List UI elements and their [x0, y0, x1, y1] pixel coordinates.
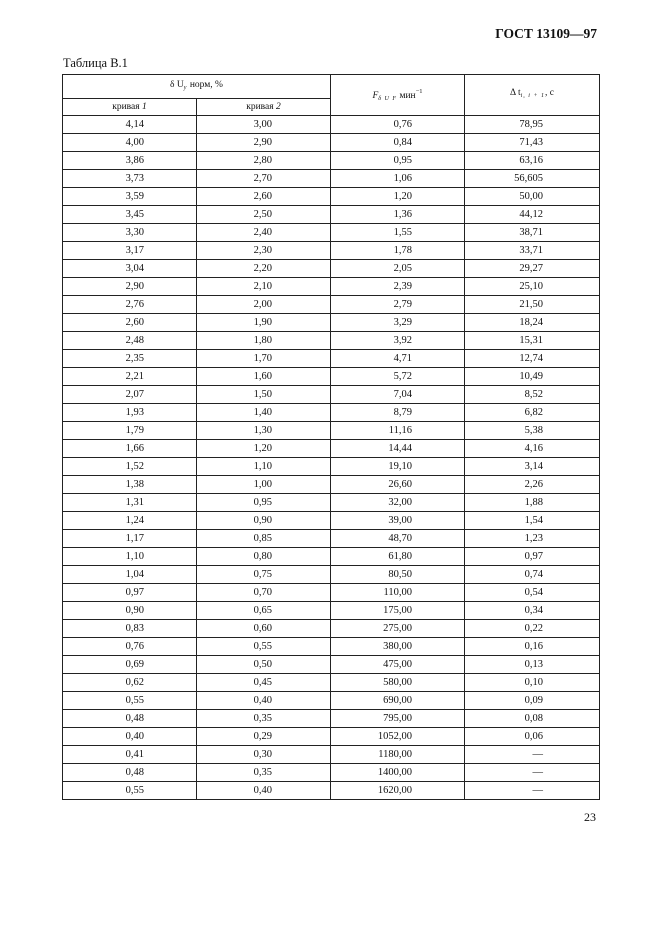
frequency-value: 11,16 [331, 422, 465, 440]
table-row [63, 728, 600, 746]
curve-2-value: 0,35 [197, 710, 331, 728]
frequency-value: 2,79 [331, 296, 465, 314]
interval-value: 0,13 [465, 656, 600, 674]
frequency-value: 19,10 [331, 458, 465, 476]
curve-2-value: 0,70 [197, 584, 331, 602]
curve-1-value: 2,48 [63, 332, 197, 350]
frequency-value: 3,92 [331, 332, 465, 350]
interval-value: 38,71 [465, 224, 600, 242]
table-row [63, 134, 600, 152]
frequency-value: 26,60 [331, 476, 465, 494]
frequency-value: 475,00 [331, 656, 465, 674]
interval-value: 0,06 [465, 728, 600, 746]
interval-value: 1,54 [465, 512, 600, 530]
interval-value: 0,22 [465, 620, 600, 638]
curve-1-value: 1,52 [63, 458, 197, 476]
page-number: 23 [584, 810, 596, 824]
curve-2-value: 1,60 [197, 368, 331, 386]
table-row [63, 224, 600, 242]
curve-1-value: 3,04 [63, 260, 197, 278]
curve-2-value: 0,35 [197, 764, 331, 782]
curve-2-value: 0,29 [197, 728, 331, 746]
interval-value: 0,74 [465, 566, 600, 584]
frequency-value: 1180,00 [331, 746, 465, 764]
frequency-value: 1,36 [331, 206, 465, 224]
interval-value: 0,10 [465, 674, 600, 692]
interval-value: 3,14 [465, 458, 600, 476]
table-row [63, 260, 600, 278]
interval-value: 1,23 [465, 530, 600, 548]
curve-2-value: 0,60 [197, 620, 331, 638]
curve-2-value: 1,30 [197, 422, 331, 440]
frequency-value: 80,50 [331, 566, 465, 584]
interval-value: 4,16 [465, 440, 600, 458]
table-row [63, 548, 600, 566]
curve-1-value: 0,62 [63, 674, 197, 692]
curve-2-value: 1,80 [197, 332, 331, 350]
document-code: ГОСТ 13109—97 [495, 26, 597, 41]
curve-2-value: 0,90 [197, 512, 331, 530]
curve-2-value: 1,20 [197, 440, 331, 458]
interval-value: 0,97 [465, 548, 600, 566]
interval-value: 33,71 [465, 242, 600, 260]
curve-1-value: 2,21 [63, 368, 197, 386]
table-row [63, 458, 600, 476]
curve-1-value: 0,76 [63, 638, 197, 656]
data-table-container [62, 74, 600, 800]
curve-1-value: 0,55 [63, 692, 197, 710]
curve-2-value: 1,70 [197, 350, 331, 368]
curve-1-value: 0,69 [63, 656, 197, 674]
curve-1-value: 4,00 [63, 134, 197, 152]
curve-1-value: 1,38 [63, 476, 197, 494]
curve-2-value: 1,40 [197, 404, 331, 422]
curve-1-value: 1,66 [63, 440, 197, 458]
table-row [63, 440, 600, 458]
table-row [63, 242, 600, 260]
table-row [63, 656, 600, 674]
curve-1-value: 0,40 [63, 728, 197, 746]
frequency-value: 32,00 [331, 494, 465, 512]
curve-2-value: 2,00 [197, 296, 331, 314]
curve-1-value: 0,90 [63, 602, 197, 620]
table-caption: Таблица В.1 [63, 56, 128, 70]
header-interval: Δ $t_{i, i + 1}$, с [465, 75, 600, 116]
curve-1-value: 3,73 [63, 170, 197, 188]
table-row [63, 386, 600, 404]
frequency-value: 39,00 [331, 512, 465, 530]
interval-value: 0,08 [465, 710, 600, 728]
table-row [63, 332, 600, 350]
header-frequency: $F_{\delta U F}$ мин$^{-1}$ [331, 75, 465, 116]
table-row [63, 188, 600, 206]
frequency-value: 1400,00 [331, 764, 465, 782]
curve-1-value: 3,59 [63, 188, 197, 206]
table-row [63, 314, 600, 332]
curve-1-value: 0,97 [63, 584, 197, 602]
table-row [63, 782, 600, 800]
frequency-value: 1,20 [331, 188, 465, 206]
table-header [63, 75, 600, 116]
table-row [63, 512, 600, 530]
table-row [63, 350, 600, 368]
frequency-value: 175,00 [331, 602, 465, 620]
curve-1-value: 2,76 [63, 296, 197, 314]
frequency-value: 275,00 [331, 620, 465, 638]
interval-value: 50,00 [465, 188, 600, 206]
interval-value: 8,52 [465, 386, 600, 404]
table-row [63, 764, 600, 782]
interval-value: 44,12 [465, 206, 600, 224]
curve-1-value: 0,48 [63, 710, 197, 728]
curve-1-value: 3,17 [63, 242, 197, 260]
table-row [63, 692, 600, 710]
curve-1-value: 0,41 [63, 746, 197, 764]
curve-1-value: 1,24 [63, 512, 197, 530]
curve-1-value: 1,04 [63, 566, 197, 584]
curve-2-value: 0,50 [197, 656, 331, 674]
interval-value: 71,43 [465, 134, 600, 152]
interval-value: 2,26 [465, 476, 600, 494]
interval-value: 1,88 [465, 494, 600, 512]
curve-1-value: 2,07 [63, 386, 197, 404]
header-curve-2: кривая 2 [197, 99, 331, 116]
curve-2-value: 1,00 [197, 476, 331, 494]
frequency-value: 1620,00 [331, 782, 465, 800]
curve-2-value: 1,50 [197, 386, 331, 404]
interval-value: 25,10 [465, 278, 600, 296]
frequency-value: 2,05 [331, 260, 465, 278]
curve-1-value: 0,48 [63, 764, 197, 782]
frequency-value: 380,00 [331, 638, 465, 656]
frequency-value: 4,71 [331, 350, 465, 368]
curve-2-value: 2,20 [197, 260, 331, 278]
curve-1-value: 1,10 [63, 548, 197, 566]
table-row [63, 368, 600, 386]
table-row [63, 674, 600, 692]
curve-1-value: 4,14 [63, 116, 197, 134]
curve-2-value: 2,70 [197, 170, 331, 188]
curve-2-value: 0,75 [197, 566, 331, 584]
curve-1-value: 1,17 [63, 530, 197, 548]
interval-value: 12,74 [465, 350, 600, 368]
table-row [63, 584, 600, 602]
interval-value: 0,09 [465, 692, 600, 710]
curve-2-value: 0,55 [197, 638, 331, 656]
interval-value: 29,27 [465, 260, 600, 278]
table-row [63, 530, 600, 548]
curve-1-value: 1,31 [63, 494, 197, 512]
interval-value: 0,34 [465, 602, 600, 620]
frequency-value: 7,04 [331, 386, 465, 404]
table-row [63, 566, 600, 584]
interval-value: 5,38 [465, 422, 600, 440]
frequency-value: 8,79 [331, 404, 465, 422]
frequency-value: 580,00 [331, 674, 465, 692]
curve-2-value: 0,80 [197, 548, 331, 566]
frequency-value: 795,00 [331, 710, 465, 728]
table-row [63, 620, 600, 638]
frequency-value: 2,39 [331, 278, 465, 296]
interval-value: 78,95 [465, 116, 600, 134]
frequency-value: 61,80 [331, 548, 465, 566]
interval-value: 10,49 [465, 368, 600, 386]
table-row [63, 494, 600, 512]
curve-2-value: 2,80 [197, 152, 331, 170]
curve-2-value: 0,95 [197, 494, 331, 512]
curve-1-value: 3,86 [63, 152, 197, 170]
interval-value: — [465, 782, 600, 800]
curve-1-value: 2,90 [63, 278, 197, 296]
table-row [63, 710, 600, 728]
table-row [63, 116, 600, 134]
table-row [63, 152, 600, 170]
curve-2-value: 2,90 [197, 134, 331, 152]
interval-value: 6,82 [465, 404, 600, 422]
frequency-value: 1052,00 [331, 728, 465, 746]
curve-2-value: 3,00 [197, 116, 331, 134]
curve-2-value: 1,10 [197, 458, 331, 476]
curve-2-value: 0,30 [197, 746, 331, 764]
table-row [63, 476, 600, 494]
curve-2-value: 2,60 [197, 188, 331, 206]
interval-value: 63,16 [465, 152, 600, 170]
table-body [63, 116, 600, 800]
frequency-value: 0,84 [331, 134, 465, 152]
data-table [62, 74, 600, 800]
interval-value: 0,54 [465, 584, 600, 602]
frequency-value: 1,06 [331, 170, 465, 188]
frequency-value: 0,76 [331, 116, 465, 134]
frequency-value: 1,78 [331, 242, 465, 260]
curve-2-value: 2,50 [197, 206, 331, 224]
interval-value: — [465, 764, 600, 782]
table-row [63, 602, 600, 620]
frequency-value: 14,44 [331, 440, 465, 458]
table-row [63, 746, 600, 764]
frequency-value: 1,55 [331, 224, 465, 242]
curve-2-value: 0,85 [197, 530, 331, 548]
interval-value: — [465, 746, 600, 764]
header-group-voltage-deviation: δ $U_y$ норм, % [63, 75, 331, 99]
table-row [63, 404, 600, 422]
interval-value: 18,24 [465, 314, 600, 332]
curve-2-value: 0,45 [197, 674, 331, 692]
interval-value: 21,50 [465, 296, 600, 314]
curve-2-value: 0,65 [197, 602, 331, 620]
table-row [63, 422, 600, 440]
curve-2-value: 2,30 [197, 242, 331, 260]
curve-1-value: 2,35 [63, 350, 197, 368]
table-row [63, 296, 600, 314]
interval-value: 56,605 [465, 170, 600, 188]
frequency-value: 5,72 [331, 368, 465, 386]
table-row [63, 638, 600, 656]
frequency-value: 0,95 [331, 152, 465, 170]
interval-value: 0,16 [465, 638, 600, 656]
curve-2-value: 0,40 [197, 782, 331, 800]
curve-1-value: 2,60 [63, 314, 197, 332]
curve-2-value: 1,90 [197, 314, 331, 332]
curve-1-value: 3,45 [63, 206, 197, 224]
curve-1-value: 3,30 [63, 224, 197, 242]
frequency-value: 110,00 [331, 584, 465, 602]
header-curve-1: кривая 1 [63, 99, 197, 116]
table-row [63, 170, 600, 188]
table-row [63, 206, 600, 224]
frequency-value: 690,00 [331, 692, 465, 710]
curve-1-value: 1,79 [63, 422, 197, 440]
frequency-value: 3,29 [331, 314, 465, 332]
curve-1-value: 0,83 [63, 620, 197, 638]
interval-value: 15,31 [465, 332, 600, 350]
curve-1-value: 1,93 [63, 404, 197, 422]
curve-2-value: 0,40 [197, 692, 331, 710]
curve-2-value: 2,40 [197, 224, 331, 242]
frequency-value: 48,70 [331, 530, 465, 548]
curve-2-value: 2,10 [197, 278, 331, 296]
curve-1-value: 0,55 [63, 782, 197, 800]
table-row [63, 278, 600, 296]
